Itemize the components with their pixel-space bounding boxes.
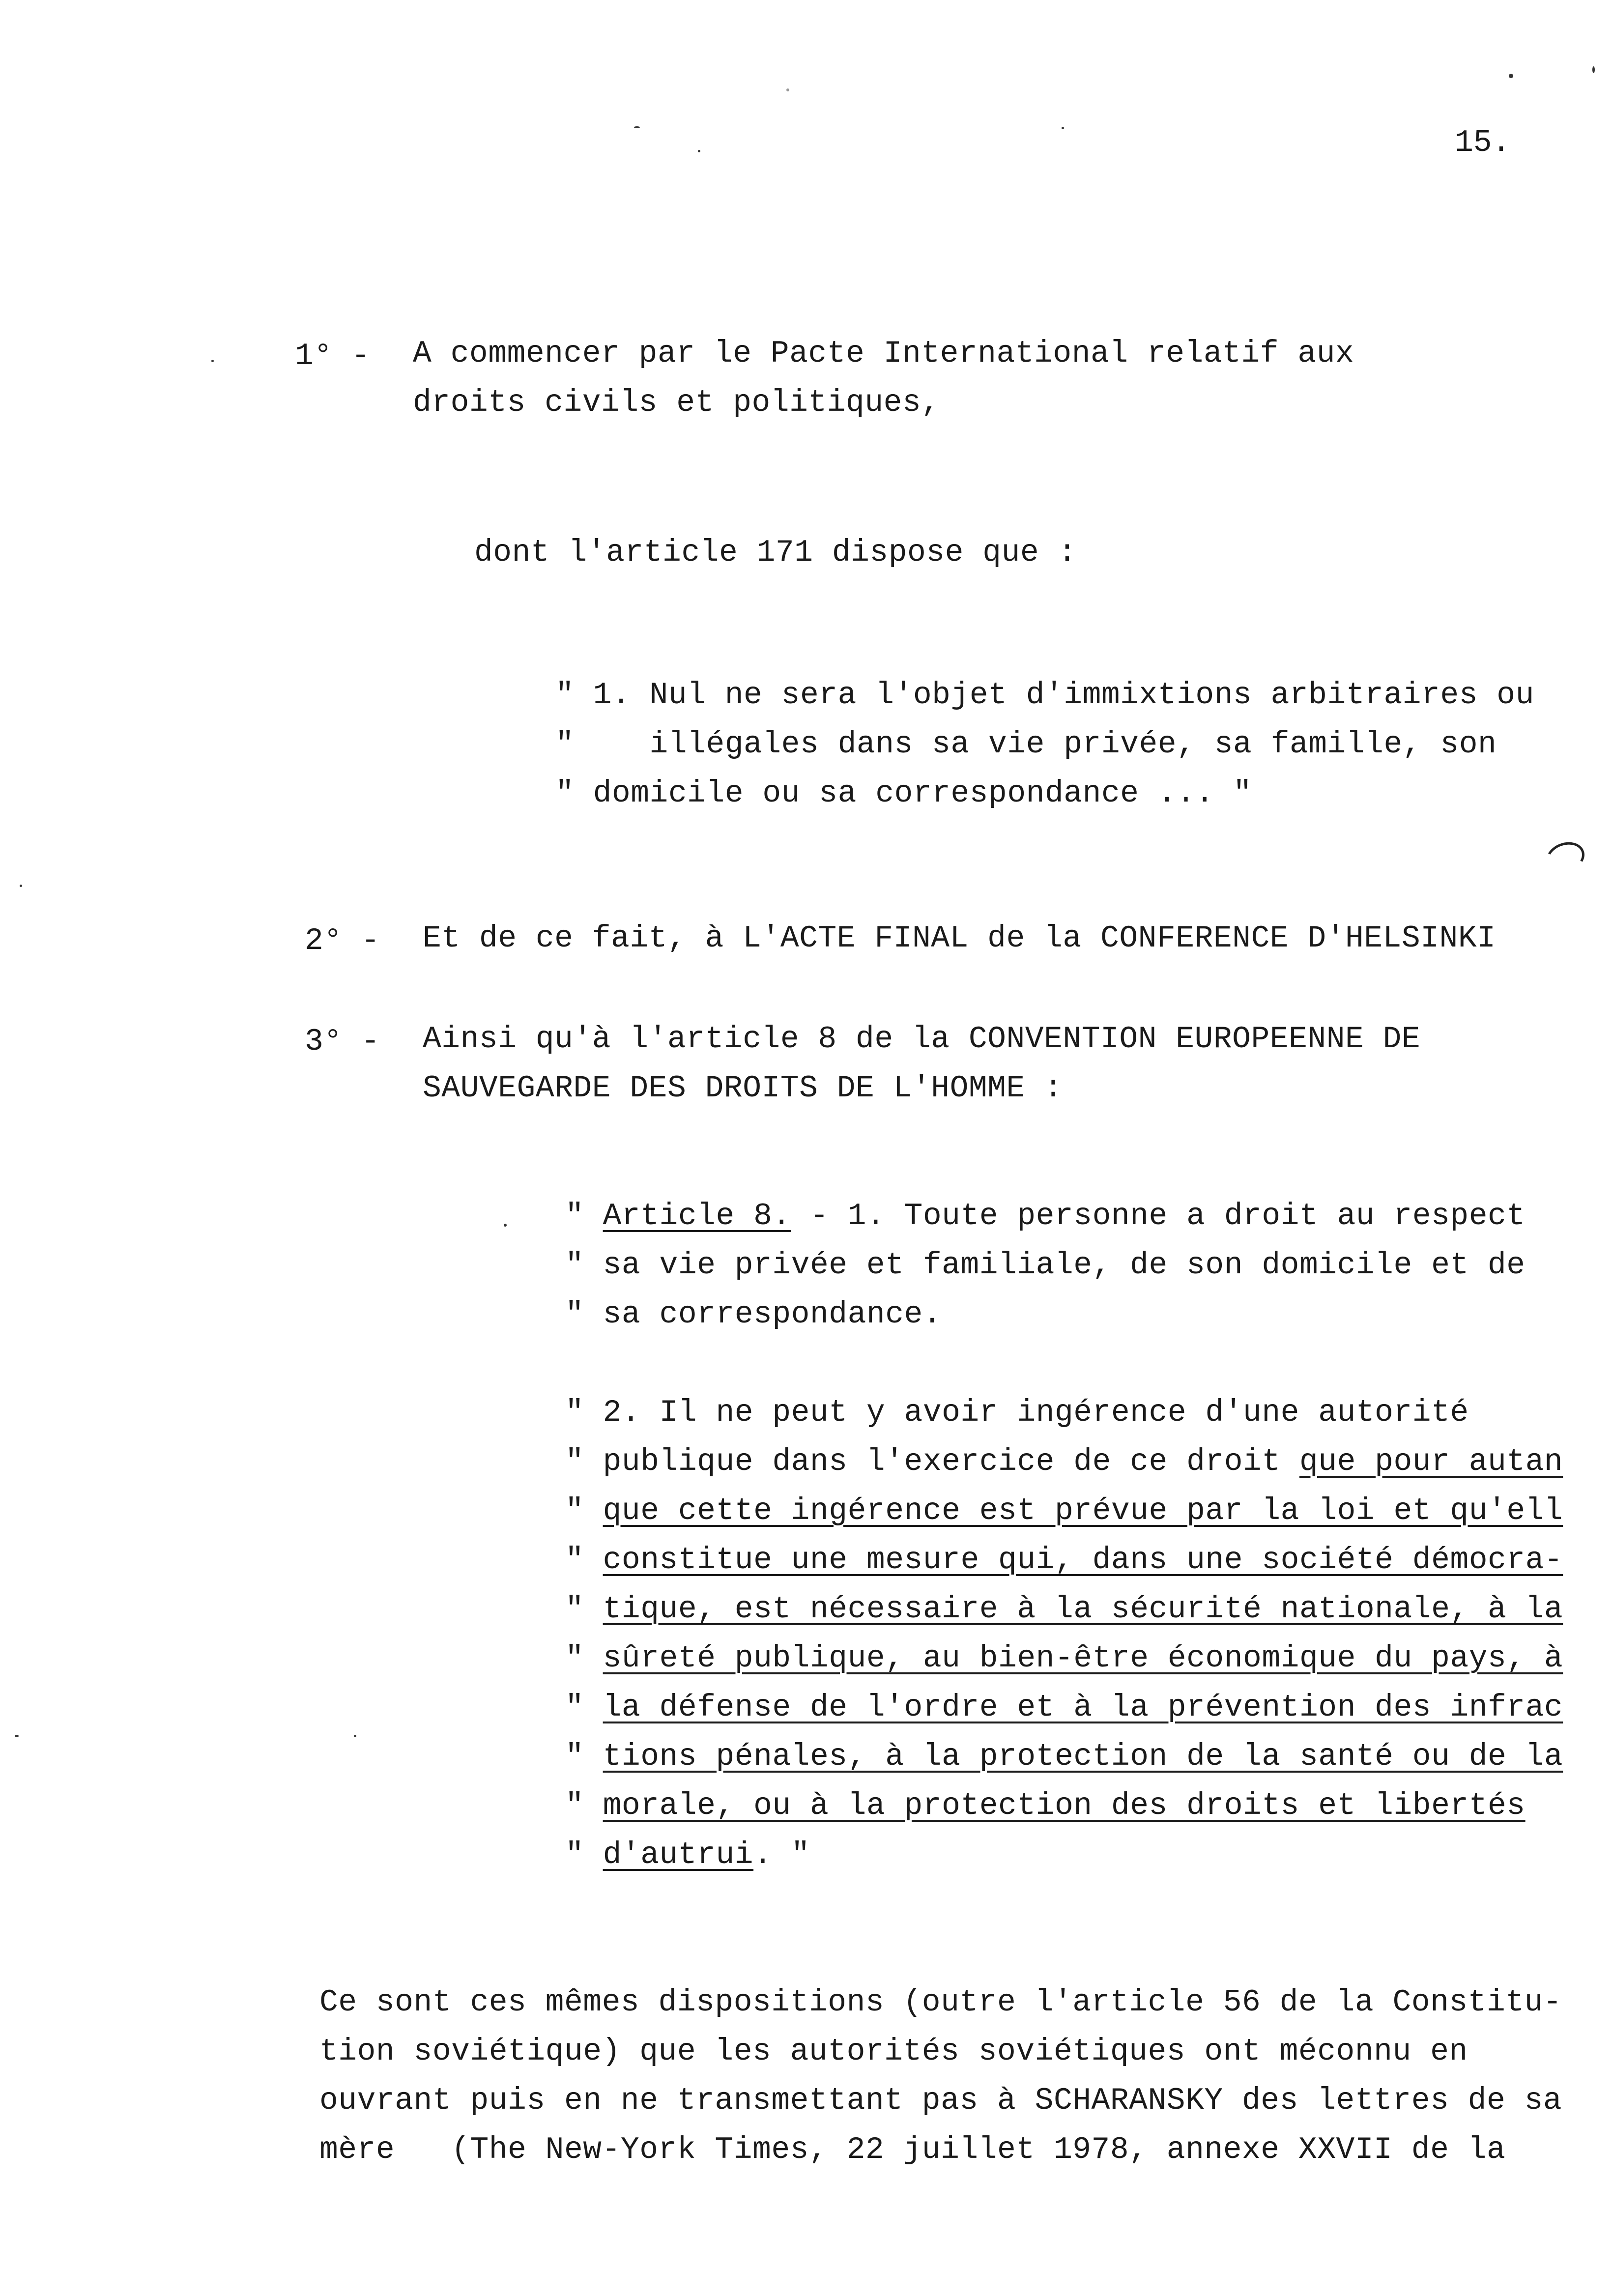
scan-speck xyxy=(20,885,22,887)
scan-speck xyxy=(1592,66,1595,73)
item-1-line-2: droits civils et politiques, xyxy=(413,385,940,420)
intro-article-171: dont l'article 171 dispose que : xyxy=(474,535,1077,570)
para-2-line-2 xyxy=(565,1437,1563,1487)
scan-speck xyxy=(354,1735,356,1737)
para-2-underlined-text: constitue une mesure qui, dans une société démocra- xyxy=(603,1543,1563,1578)
quote-1-line-1: " 1. Nul ne sera l'objet d'immixtions arbitraires ou xyxy=(555,678,1534,713)
scan-speck xyxy=(786,88,789,91)
para-2-line-10: " d'autrui. " xyxy=(565,1837,810,1872)
para-2-line-5: " tique, est nécessaire à la sécurité nationale, à la xyxy=(565,1592,1563,1627)
para-2-underlined-text: la défense de l'ordre et à la prévention des infrac xyxy=(603,1690,1563,1725)
quote-mark: " xyxy=(565,1199,584,1234)
para-2-underlined-text: tions pénales, à la protection de la santé ou de la xyxy=(603,1739,1563,1774)
item-3-line-1: Ainsi qu'à l'article 8 de la CONVENTION EUROPEENNE DE xyxy=(423,1022,1421,1057)
para-2-underlined-text: sûreté publique, au bien-être économique du pays, à xyxy=(603,1641,1563,1676)
scan-speck xyxy=(211,360,214,362)
article-8-line-1-text: - 1. Toute personne a droit au respect xyxy=(791,1199,1526,1234)
para-2-line-4: " constitue une mesure qui, dans une société démocra- xyxy=(565,1543,1563,1578)
scan-speck xyxy=(1062,127,1064,129)
quote-1-line-3: " domicile ou sa correspondance ... " xyxy=(555,776,1252,811)
item-3-line-2: SAUVEGARDE DES DROITS DE L'HOMME : xyxy=(423,1071,1063,1106)
article-8-line-2: " sa vie privée et familiale, de son domicile et de xyxy=(565,1248,1526,1283)
scan-mark xyxy=(1542,837,1589,878)
para-2-line-7: " la défense de l'ordre et à la prévention des infrac xyxy=(565,1690,1563,1725)
para-2-end: . " xyxy=(753,1837,810,1872)
para-2-underlined-text: morale, ou à la protection des droits et libertés xyxy=(603,1788,1526,1823)
para-2-line-9: " morale, ou à la protection des droits et libertés xyxy=(565,1788,1526,1823)
item-1-line-1: A commencer par le Pacte International relatif aux xyxy=(413,336,1354,371)
item-2-line-1: Et de ce fait, à L'ACTE FINAL de la CONFERENCE D'HELSINKI xyxy=(423,921,1496,956)
closing-line-4: mère (The New-York Times, 22 juillet 1978, annexe XXVII de la xyxy=(319,2132,1506,2167)
quote-1-line-2: " illégales dans sa vie privée, sa famille, son xyxy=(555,727,1497,762)
scan-speck xyxy=(504,1224,507,1227)
para-2-line-8: " tions pénales, à la protection de la santé ou de la xyxy=(565,1739,1563,1774)
scan-speck xyxy=(634,126,640,128)
closing-line-1: Ce sont ces mêmes dispositions (outre l'article 56 de la Constitu- xyxy=(319,1985,1562,2020)
article-8-line-1 xyxy=(565,1192,1526,1241)
page-number: 15. xyxy=(1455,125,1511,160)
scan-speck xyxy=(698,150,700,152)
para-2-line-1: " 2. Il ne peut y avoir ingérence d'une autorité xyxy=(565,1395,1469,1430)
para-2-line-6: " sûreté publique, au bien-être économique du pays, à xyxy=(565,1641,1563,1676)
para-2-underlined-text: que cette ingérence est prévue par la loi et qu'ell xyxy=(603,1493,1563,1528)
article-8-line-3: " sa correspondance. xyxy=(565,1297,942,1332)
closing-line-3: ouvrant puis en ne transmettant pas à SCHARANSKY des lettres de sa xyxy=(319,2083,1562,2118)
para-2-line-2-underlined: que pour autan xyxy=(1299,1444,1563,1479)
para-2-underlined-text: d'autrui xyxy=(603,1837,754,1872)
item-2-marker: 2° - xyxy=(305,923,380,958)
item-1-marker: 1° - xyxy=(295,339,371,373)
scan-speck xyxy=(15,1735,19,1737)
para-2-line-2-plain: " publique dans l'exercice de ce droit xyxy=(565,1444,1299,1479)
closing-line-2: tion soviétique) que les autorités soviétiques ont méconnu en xyxy=(319,2034,1468,2069)
article-8-heading: Article 8. xyxy=(603,1199,791,1234)
para-2-underlined-text: tique, est nécessaire à la sécurité nationale, à la xyxy=(603,1592,1563,1627)
scan-speck xyxy=(1509,74,1513,78)
item-3-marker: 3° - xyxy=(305,1024,380,1059)
para-2-line-3: " que cette ingérence est prévue par la loi et qu'ell xyxy=(565,1493,1563,1528)
